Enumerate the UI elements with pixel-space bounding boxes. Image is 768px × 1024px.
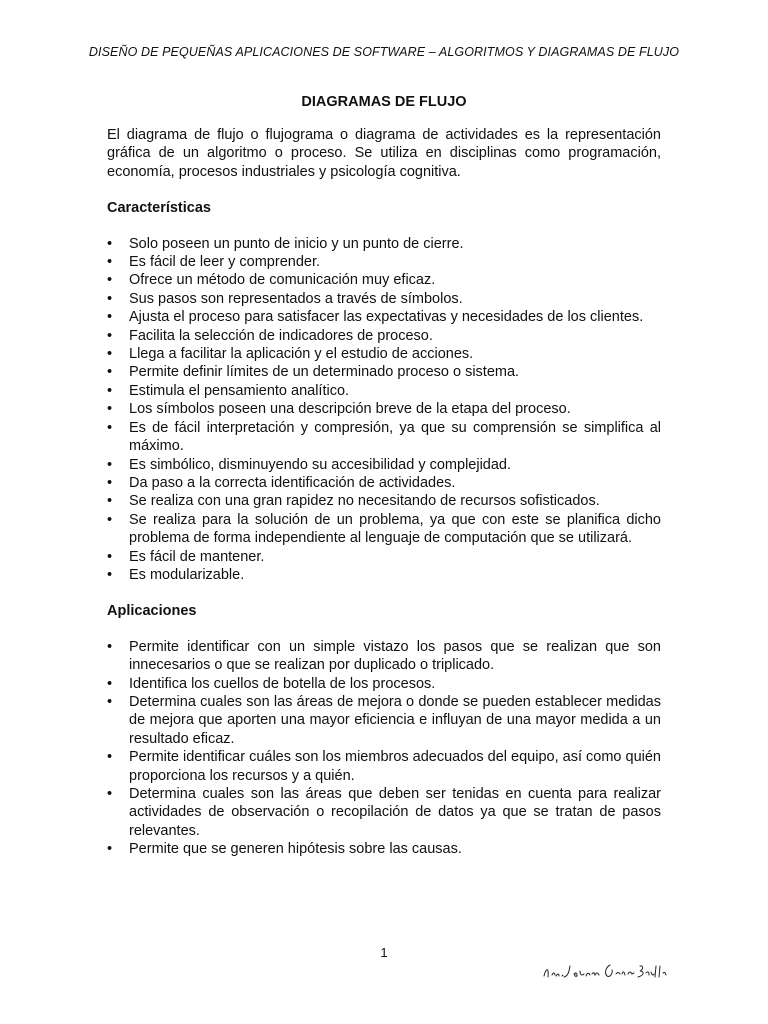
list-item: • Determina cuales son las áreas que deben ser tenidas en cuenta para realizar actividades de observación o recopilación de datos ya que se tratan de pasos relevantes. — [107, 785, 661, 840]
list-item: • Determina cuales son las áreas de mejora o donde se pueden establecer medidas de mejora que aporten una mayor eficiencia e influyan de una mayor medida a un resultado eficaz. — [107, 693, 661, 748]
list-item: • Solo poseen un punto de inicio y un punto de cierre. — [107, 235, 661, 253]
document-body — [107, 126, 661, 859]
bullet-list-aplicaciones — [107, 638, 661, 859]
list-item: • Permite que se generen hipótesis sobre las causas. — [107, 840, 661, 858]
list-item: • Ofrece un método de comunicación muy eficaz. — [107, 271, 661, 289]
list-item: • Permite identificar con un simple vistazo los pasos que se realizan que son innecesarios o que se realizan por duplicado o triplicado. — [107, 638, 661, 675]
intro-paragraph: El diagrama de flujo o flujograma o diagrama de actividades es la representación gráfica de un algoritmo o proceso. Se utiliza en disciplinas como programación, economía, procesos industriales y psicología cognitiva. — [107, 127, 661, 180]
page-number: 1 — [380, 945, 388, 960]
list-item: • Es de fácil interpretación y compresión, ya que su comprensión se simplifica al máximo. — [107, 419, 661, 456]
list-item: • Sus pasos son representados a través de símbolos. — [107, 290, 661, 308]
list-item: • Facilita la selección de indicadores de proceso. — [107, 327, 661, 345]
list-item: • Da paso a la correcta identificación de actividades. — [107, 474, 661, 492]
list-item: • Es modularizable. — [107, 566, 661, 584]
running-header: DISEÑO DE PEQUEÑAS APLICACIONES DE SOFTWARE – ALGORITMOS Y DIAGRAMAS DE FLUJO — [88, 45, 680, 59]
list-item: • Los símbolos poseen una descripción breve de la etapa del proceso. — [107, 400, 661, 418]
list-item: • Se realiza para la solución de un problema, ya que con este se planifica dicho problema de forma independiente al lenguaje de computación que se utilizará. — [107, 511, 661, 548]
list-item: • Es fácil de leer y comprender. — [107, 253, 661, 271]
section-heading-caracteristicas: Características — [107, 200, 211, 217]
list-item: • Estimula el pensamiento analítico. — [107, 382, 661, 400]
bullet-list-caracteristicas — [107, 235, 661, 585]
list-item: • Identifica los cuellos de botella de los procesos. — [107, 675, 661, 693]
section-heading-aplicaciones: Aplicaciones — [107, 603, 197, 620]
list-item: • Permite identificar cuáles son los miembros adecuados del equipo, así como quién proporciona los recursos y a quién. — [107, 748, 661, 785]
signature-image — [540, 958, 668, 984]
list-item: • Ajusta el proceso para satisfacer las expectativas y necesidades de los clientes. — [107, 308, 661, 326]
document-title: DIAGRAMAS DE FLUJO — [301, 94, 467, 110]
list-item: • Se realiza con una gran rapidez no necesitando de recursos sofisticados. — [107, 492, 661, 510]
list-item: • Es fácil de mantener. — [107, 548, 661, 566]
list-item: • Permite definir límites de un determinado proceso o sistema. — [107, 363, 661, 381]
list-item: • Es simbólico, disminuyendo su accesibilidad y complejidad. — [107, 456, 661, 474]
list-item: • Llega a facilitar la aplicación y el estudio de acciones. — [107, 345, 661, 363]
